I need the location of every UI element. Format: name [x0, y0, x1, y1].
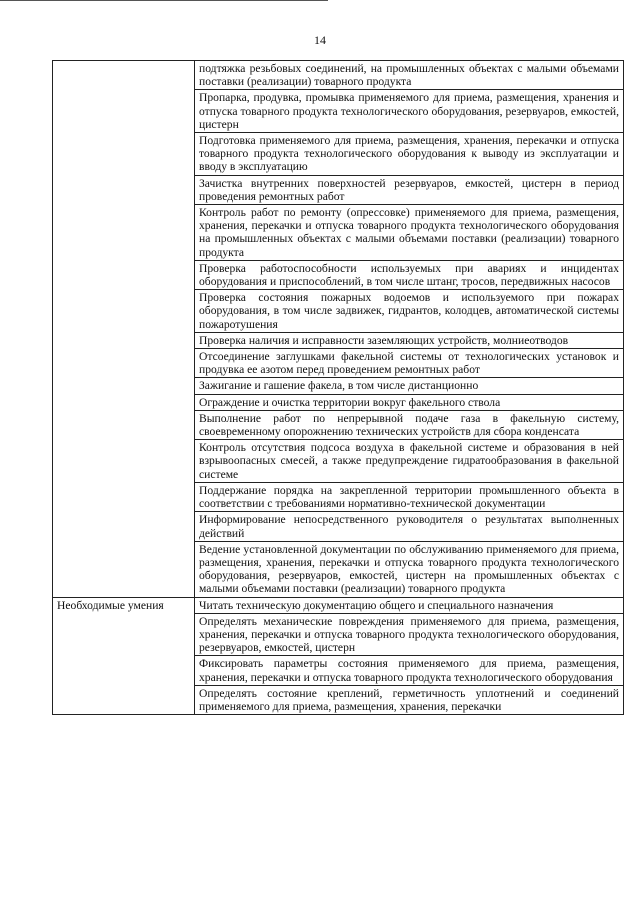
page-number: 14	[314, 33, 326, 47]
table-cell-description: Проверка наличия и исправности заземляющих устройств, молниеотводов	[195, 332, 624, 348]
table-cell-description: Проверка работоспособности используемых при авариях и инцидентах оборудования и приспособлений, в том числе штанг, тросов, передвижных насосов	[195, 260, 624, 289]
table-cell-description: Пропарка, продувка, промывка применяемого для приема, размещения, хранения и отпуска товарного продукта технологического оборудования, резервуаров, емкостей, цистерн	[195, 90, 624, 133]
table-cell-description: Фиксировать параметры состояния применяемого для приема, размещения, хранения, перекачки и отпуска товарного продукта технологического оборудования	[195, 656, 624, 685]
competency-table	[52, 60, 624, 715]
table-cell-description: Зачистка внутренних поверхностей резервуаров, емкостей, цистерн в период проведения ремонтных работ	[195, 175, 624, 204]
table-cell-description: Определять состояние креплений, герметичность уплотнений и соединений применяемого для приема, размещения, хранения, перекачки	[195, 685, 624, 714]
group-label-cell	[53, 61, 195, 598]
table-cell-description: Информирование непосредственного руководителя о результатах выполненных действий	[195, 512, 624, 541]
table-cell-description: Проверка состояния пожарных водоемов и используемого при пожарах оборудования, в том числе задвижек, гидрантов, колодцев, автоматической системы пожаротушения	[195, 290, 624, 333]
table-cell-description: Выполнение работ по непрерывной подаче газа в факельную систему, своевременному опорожнению технических устройств для сбора конденсата	[195, 410, 624, 439]
table-row	[53, 597, 624, 613]
table-cell-description: Отсоединение заглушками факельной системы от технологических установок и продувка ее азотом перед проведением ремонтных работ	[195, 349, 624, 378]
table-cell-description: Ограждение и очистка территории вокруг факельного ствола	[195, 394, 624, 410]
table-cell-description: Читать техническую документацию общего и специального назначения	[195, 597, 624, 613]
skills-label-cell: Необходимые умения	[53, 597, 195, 715]
table-cell-description: Контроль отсутствия подсоса воздуха в факельной системе и образования в ней взрывоопасных смесей, а также предупреждение гидратообразования в факельной системе	[195, 440, 624, 483]
table-cell-description: подтяжка резьбовых соединений, на промышленных объектах с малыми объемами поставки (реализации) товарного продукта	[195, 61, 624, 90]
table-cell-description: Зажигание и гашение факела, в том числе дистанционно	[195, 378, 624, 394]
table-cell-description: Контроль работ по ремонту (опрессовке) применяемого для приема, размещения, хранения, перекачки и отпуска товарного продукта технологического оборудования на промышленных объектах с малыми объемами поставки (реализации) товарного продукта	[195, 205, 624, 261]
table-cell-description: Ведение установленной документации по обслуживанию применяемого для приема, размещения, хранения, перекачки и отпуска товарного продукта технологического оборудования, резервуаров, емкостей, цистерн на промышленных объектах с малыми объемами поставки (реализации) товарного продукта	[195, 541, 624, 597]
top-rule	[0, 0, 328, 1]
table-cell-description: Поддержание порядка на закрепленной территории промышленного объекта в соответствии с требованиями нормативно-технической документации	[195, 482, 624, 511]
table-cell-description: Определять механические повреждения применяемого для приема, размещения, хранения, перекачки и отпуска товарного продукта технологического оборудования, резервуаров, емкостей, цистерн	[195, 613, 624, 656]
table-row	[53, 61, 624, 90]
table-cell-description: Подготовка применяемого для приема, размещения, хранения, перекачки и отпуска товарного продукта технологического оборудования к выводу из эксплуатации и вводу в эксплуатацию	[195, 133, 624, 176]
